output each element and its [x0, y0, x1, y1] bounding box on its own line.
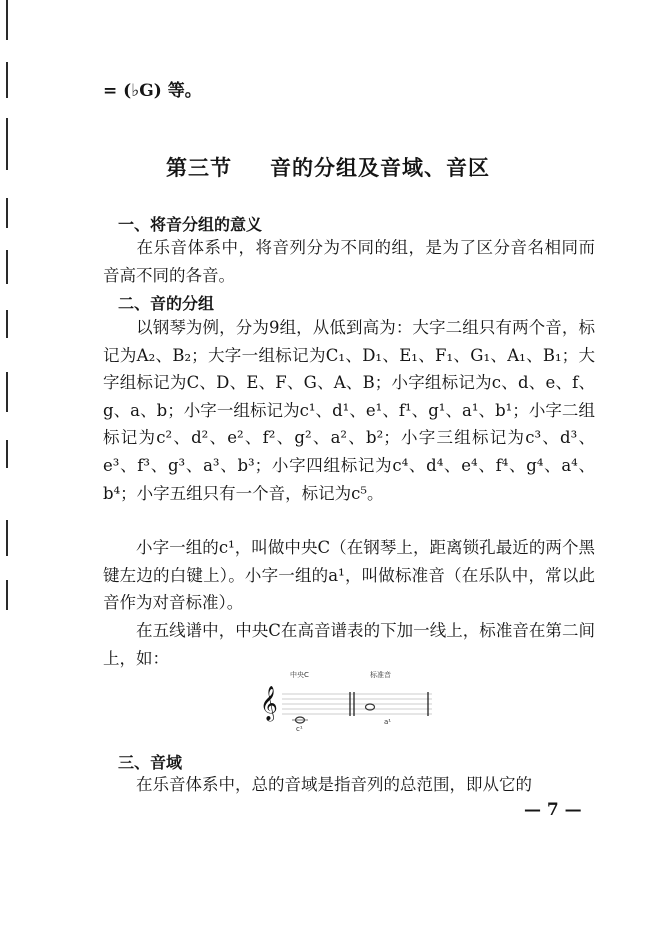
staff-label-middle-c: 中央C [290, 671, 309, 679]
paragraph [103, 234, 595, 289]
paragraph [103, 314, 595, 507]
paragraph [103, 771, 595, 799]
subsection-heading: 三、音域 [118, 753, 183, 772]
margin-mark [6, 580, 8, 610]
treble-staff [252, 670, 442, 740]
staff-example [252, 670, 442, 740]
staff-note-c1: c¹ [296, 725, 303, 733]
paragraph-text: 在乐音体系中，将音列分为不同的组，是为了区分音名相同而音高不同的各音。 [103, 238, 595, 285]
staff-note-a1: a¹ [384, 718, 392, 726]
subsection-heading: 二、音的分组 [118, 294, 215, 313]
margin-mark [6, 520, 8, 556]
subsection-heading: 一、将音分组的意义 [118, 215, 263, 234]
paragraph-text: 在五线谱中，中央C在高音谱表的下加一线上，标准音在第二间上，如： [103, 621, 595, 668]
page-number: — 7 — [524, 800, 582, 820]
continuation-text: = (♭G) 等。 [103, 81, 202, 101]
section-title [0, 152, 656, 182]
margin-mark [6, 310, 8, 338]
staff-label-standard-pitch: 标准音 [370, 671, 391, 679]
margin-mark [6, 62, 8, 98]
margin-mark [6, 440, 8, 468]
treble-clef-icon: 𝄞 [260, 686, 278, 721]
paragraph [103, 617, 595, 672]
margin-mark [6, 372, 8, 412]
section-number: 第三节 [166, 155, 232, 180]
paragraph [103, 534, 595, 617]
paragraph-text: 小字一组的c¹，叫做中央C（在钢琴上，距离锁孔最近的两个黑键左边的白键上）。小字一组的a¹，叫做标准音（在乐队中，常以此音作为对音标准）。 [103, 538, 595, 613]
margin-mark [6, 198, 8, 228]
section-title-text: 音的分组及音域、音区 [270, 155, 490, 180]
margin-mark [6, 250, 8, 284]
paragraph-text: 在乐音体系中，总的音域是指音列的总范围，即从它的 [136, 775, 532, 794]
margin-mark [6, 0, 8, 40]
paragraph-text: 以钢琴为例，分为9组，从低到高为：大字二组只有两个音，标记为A₂、B₂；大字一组标记为C₁、D₁、E₁、F₁、G₁、A₁、B₁；大字组标记为C、D、E、F、G、A、B；小字组标记为c、d、e、f、g、a、b；小字一组标记为c¹、d¹、e¹、f¹、g¹、a¹、b¹；小字二组标记为c²、d²、e²、f²、g²、a²、b²；小字三组标记为c³、d³、e³、f³、g³、a³、b³；小字四组标记为c⁴、d⁴、e⁴、f⁴、g⁴、a⁴、b⁴；小字五组只有一个音，标记为c⁵。 [103, 318, 595, 503]
